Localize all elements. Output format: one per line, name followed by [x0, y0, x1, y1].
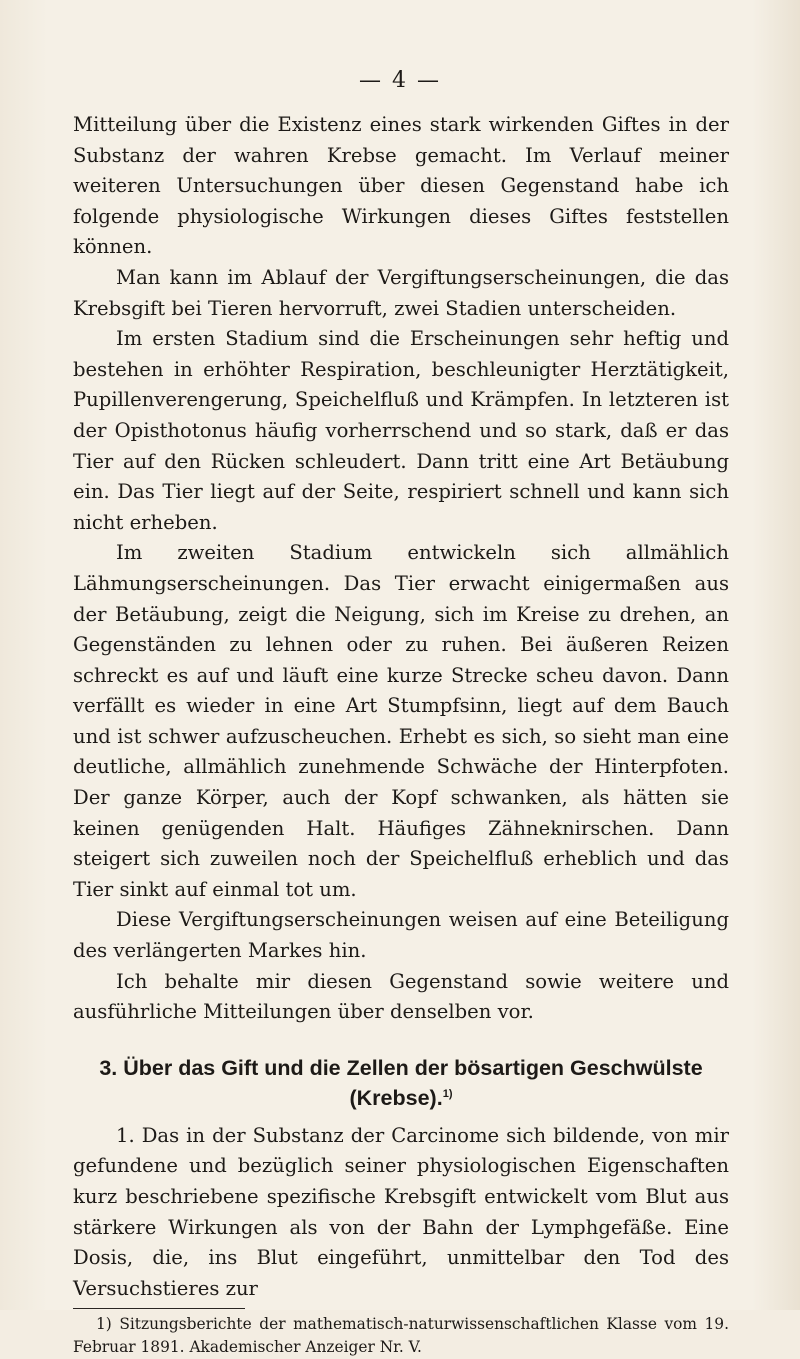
footnote-text: Sitzungsberichte der mathematisch-naturwissenschaftlichen Klasse vom 19. Februar 1891. Akademischer Anzeiger Nr. V.: [73, 1315, 729, 1357]
paragraph-stages: Man kann im Ablauf der Vergiftungserscheinungen, die das Krebsgift bei Tieren hervorruft, zwei Stadien unterscheiden.: [73, 265, 729, 320]
paragraph-continuation: Mitteilung über die Existenz eines stark wirkenden Giftes in der Substanz der wahren Krebse gemacht. Im Verlauf meiner weiteren Untersuchungen über diesen Gegenstand habe ich folgende physiologische Wirkungen dieses Giftes feststellen können.: [73, 113, 729, 259]
footnote-marker: 1): [96, 1315, 112, 1334]
footnote-reference: 1): [442, 1087, 453, 1100]
page-number: — 4 —: [359, 68, 441, 93]
body-text: [73, 110, 729, 1359]
section-heading-text: 3. Über das Gift und die Zellen der bösartigen Geschwülste (Krebse).: [99, 1055, 703, 1110]
paragraph-medulla: Diese Vergiftungserscheinungen weisen auf eine Beteiligung des verlängerten Markes hin.: [73, 908, 729, 963]
section-heading: [73, 1053, 729, 1113]
paragraph-first-stage: Im ersten Stadium sind die Erscheinungen sehr heftig und bestehen in erhöhter Respiration, beschleunigter Herztätigkeit, Pupillenverengerung, Speichelfluß und Krämpfen. In letzteren ist der Opisthotonus häufig vorherrschend und so stark, daß er das Tier auf den Rücken schleudert. Dann tritt eine Art Betäubung ein. Das Tier liegt auf der Seite, respiriert schnell und kann sich nicht erheben.: [73, 327, 729, 534]
footnote: [73, 1313, 729, 1359]
paragraph-second-stage: Im zweiten Stadium entwickeln sich allmählich Lähmungserscheinungen. Das Tier erwacht einigermaßen aus der Betäubung, zeigt die Neigung, sich im Kreise zu drehen, an Gegenständen zu lehnen oder zu ruhen. Bei äußeren Reizen schreckt es auf und läuft eine kurze Strecke scheu davon. Dann verfällt es wieder in eine Art Stumpfsinn, liegt auf dem Bauch und ist schwer aufzuscheuchen. Erhebt es sich, so sieht man eine deutliche, allmählich zunehmende Schwäche der Hinterpfoten. Der ganze Körper, auch der Kopf schwanken, als hätten sie keinen genügenden Halt. Häufiges Zähneknirschen. Dann steigert sich zuweilen noch der Speichelfluß erheblich und das Tier sinkt auf einmal tot um.: [73, 541, 729, 901]
paragraph-section-one: 1. Das in der Substanz der Carcinome sich bildende, von mir gefundene und bezüglich seiner physiologischen Eigenschaften kurz beschriebene spezifische Krebsgift entwickelt vom Blut aus stärkere Wirkungen als von der Bahn der Lymphgefäße. Eine Dosis, die, ins Blut eingeführt, unmittelbar den Tod des Versuchstieres zur: [73, 1123, 729, 1300]
footnote-divider: [73, 1308, 245, 1309]
paragraph-reservation: Ich behalte mir diesen Gegenstand sowie weitere und ausführliche Mitteilungen über denselben vor.: [73, 969, 729, 1024]
